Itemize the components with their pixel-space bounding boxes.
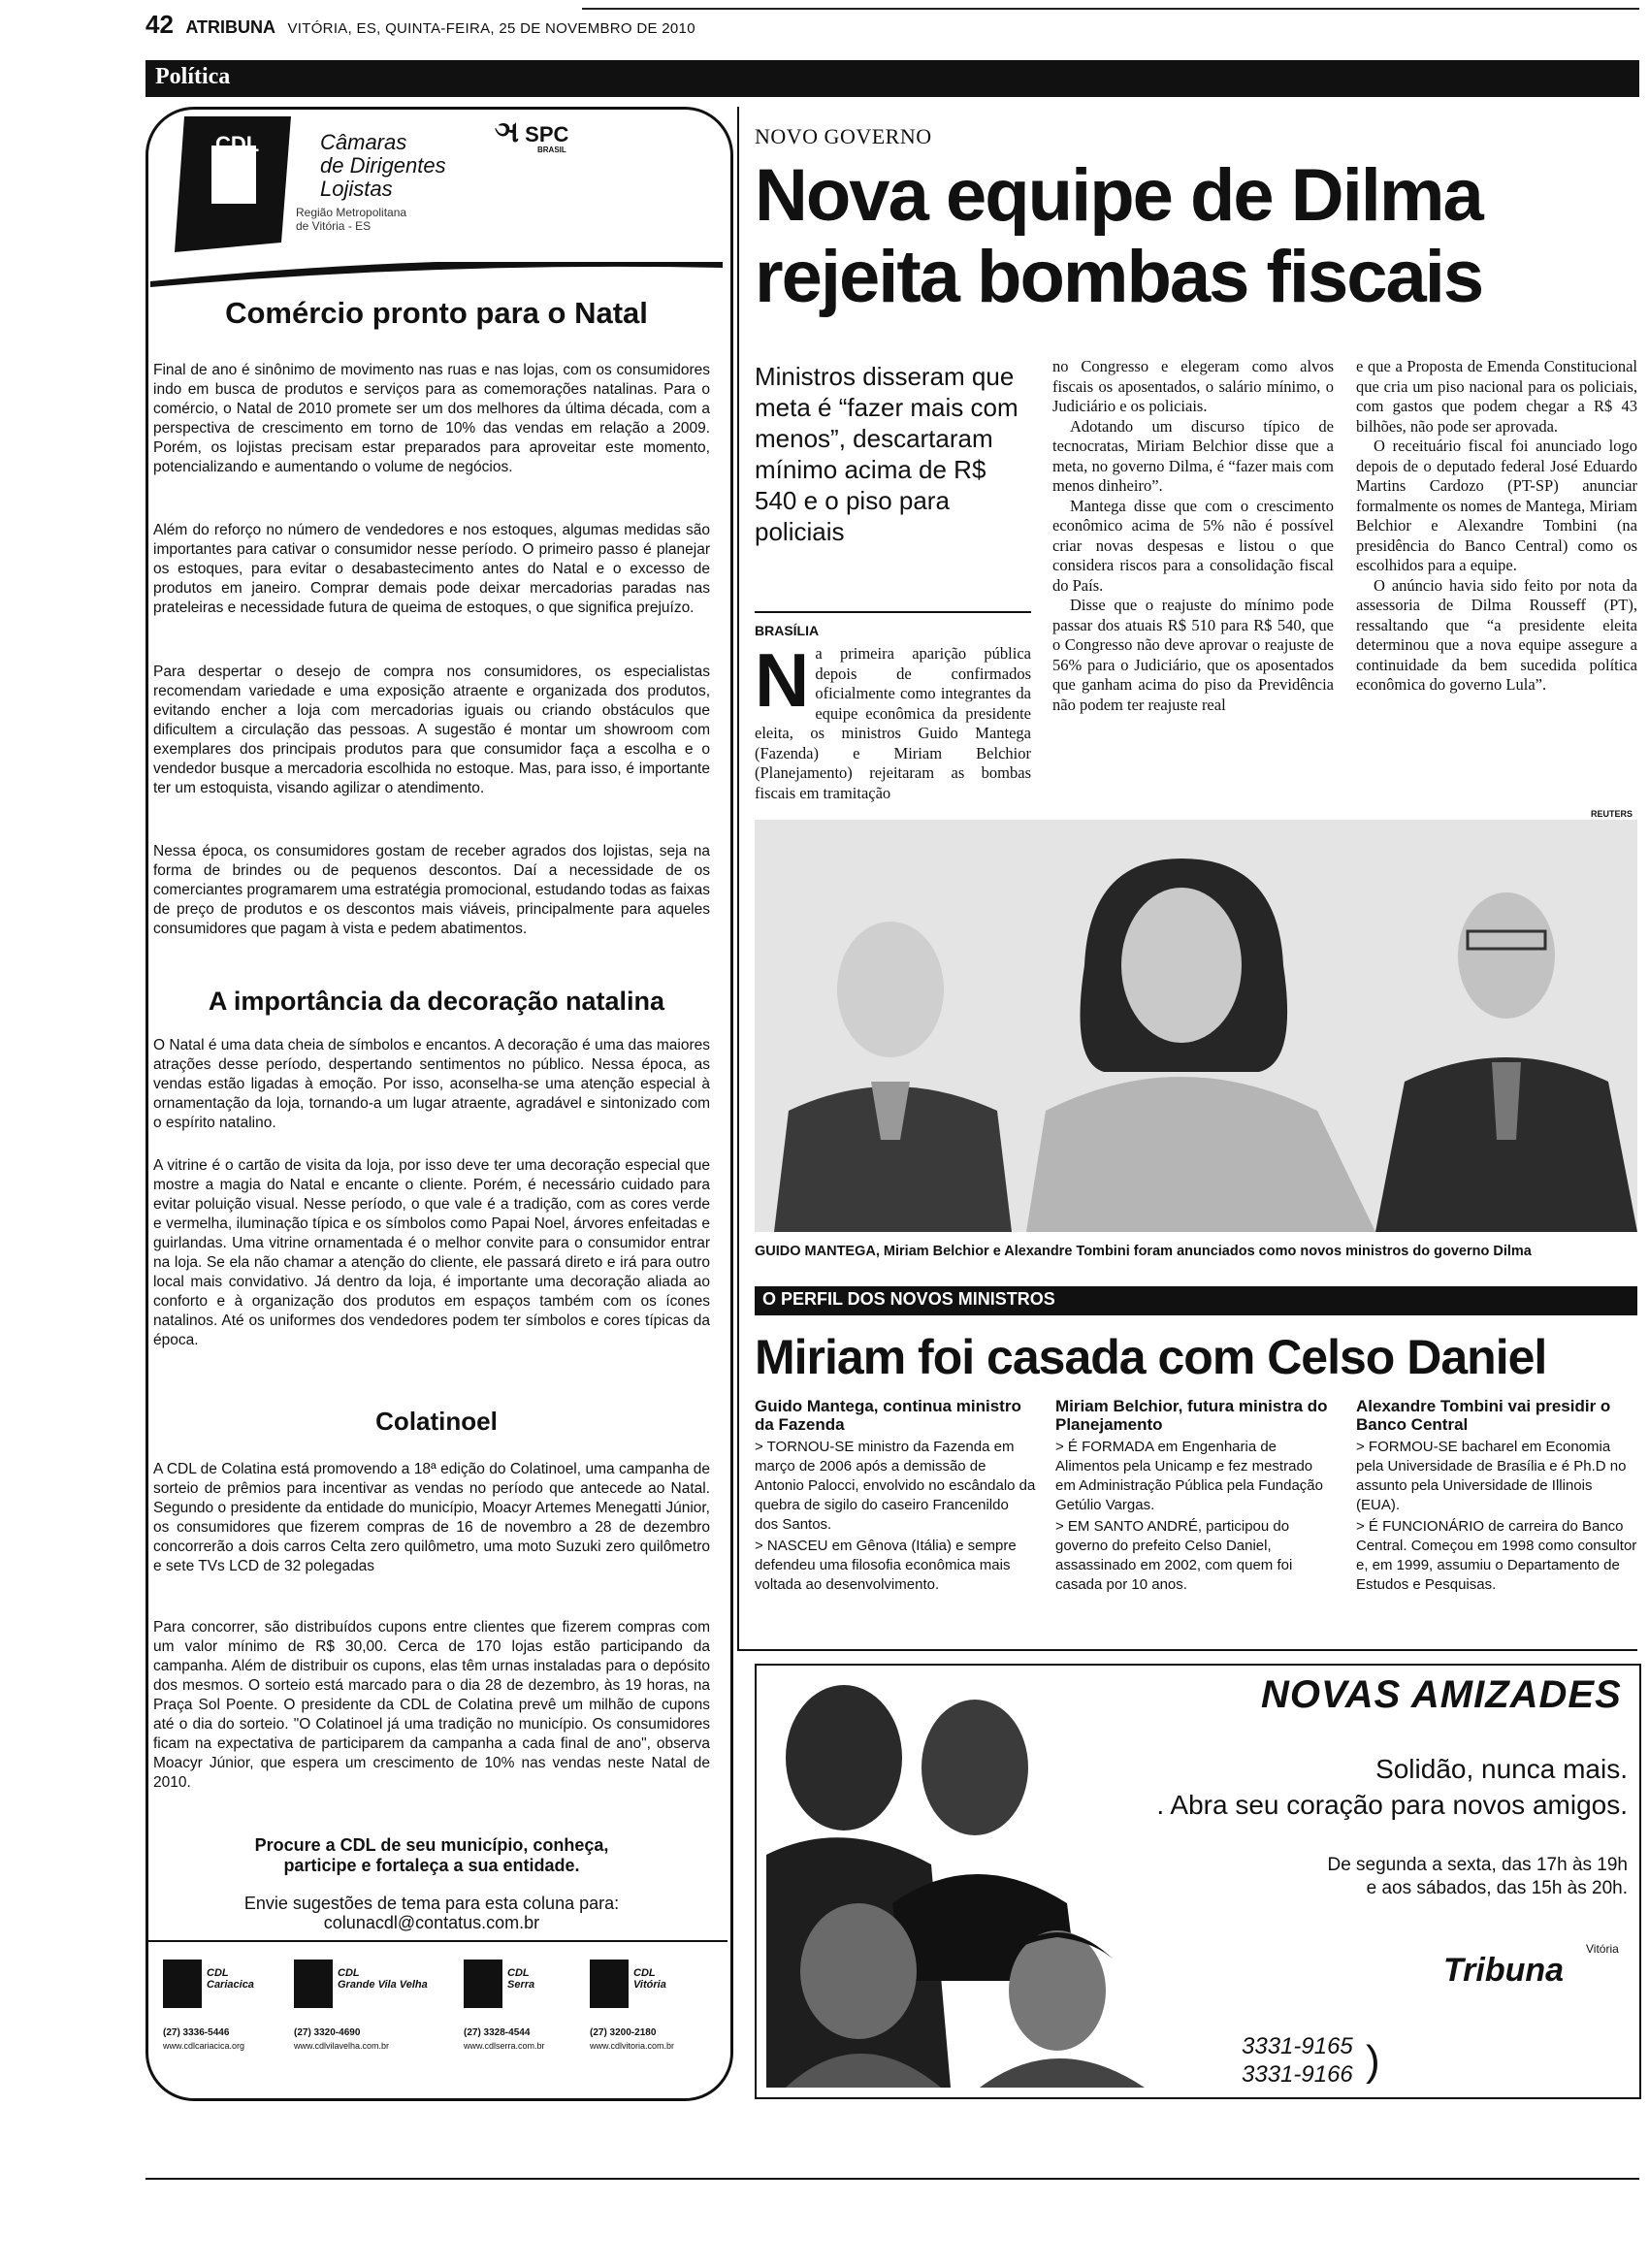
ad-phone: 3331-9165 — [1242, 2033, 1353, 2059]
cdl-paragraph: A CDL de Colatina está promovendo a 18ª edição do Colatinoel, uma campanha de sorteio de prêmios para incentivar as vendas no período que antecede ao Natal. Segundo o presidente da entidade do município, Moacyr Artemes Menegatti Júnior, os consumidores que fizerem compras de 16 de novembro a 28 de dezembro concorrerão a dois carros Celta zero quilômetro, uma moto Suzuki zero quilômetro e sete TVs LCD de 32 polegadas — [153, 1461, 710, 1574]
cdl-brand-vitoria — [590, 1960, 726, 2090]
headline-line: rejeita bombas fiscais — [755, 236, 1483, 318]
spc-logo-sub: BRASIL — [537, 146, 566, 154]
article-column-2 — [1052, 357, 1334, 715]
perfil-bar-label: O PERFIL DOS NOVOS MINISTROS — [762, 1289, 1055, 1309]
cdl-paragraph: Além do reforço no número de vendedores e nos estoques, algumas medidas são importantes para cativar o consumidor nesse período. O primeiro passo é planejar os estoques, para evitar o desabastecimento antes do Natal e o excesso de produtos em janeiro. Comprar demais pode deixar mercadorias paradas nas prateleiras e necessidade futura de queima de estoques, o que significa prejuízo. — [153, 522, 710, 616]
cdl-brand-url: www.cdlvilavelha.com.br — [294, 2041, 390, 2051]
cdl-brand-logo-icon — [294, 1960, 333, 2008]
cdl-header-wave — [146, 262, 728, 291]
perfil-item: > FORMOU-SE bacharel em Economia pela Universidade de Brasília e é Ph.D no assunto pela Universidade de Illinois (EUA). — [1356, 1439, 1627, 1513]
cdl-cta: Procure a CDL de seu município, conheça, — [254, 1835, 609, 1855]
article-text: O anúncio havia sido feito por nota da assessoria de Dilma Rousseff (PT), ressaltando que “a presidente eleita determinou que a nova equipe assegure a continuidade da bem sucedida política econômica do governo Lula”. — [1356, 575, 1637, 694]
ad-title: NOVAS AMIZADES — [1261, 1673, 1622, 1716]
perfil-title: Miriam foi casada com Celso Daniel — [755, 1330, 1547, 1384]
article-column-1 — [755, 637, 1031, 803]
cdl-brand-logo-icon — [464, 1960, 502, 2008]
cdl-paragraph: A vitrine é o cartão de visita da loja, por isso deve ter uma decoração especial que mostre a magia do Natal e encante o cliente. Porém, é necessário cuidado para evitar poluição visual. Nesse período, o que vale é a tradição, com as cores verde e vermelha, iluminação típica e os símbolos como Papai Noel, árvores enfeitadas e guirlandas. Uma vitrine ornamentada é o melhor convite para o consumidor entrar na loja. Se ela não chamar a atenção do cliente, ele passará direto e irá para outro local mais convidativo. Já dentro da loja, é importante uma decoração aliada ao conforto e à organização dos produtos em espaços também com os ícones natalinos. Até os uniformes dos vendedores podem ter símbolos e cores típicas da época. — [153, 1157, 710, 1348]
cdl-brand-url: www.cdlcariacica.org — [163, 2041, 245, 2051]
page-bottom-rule — [146, 2178, 1639, 2180]
cdl-title: Comércio pronto para o Natal — [225, 296, 648, 330]
cdl-brand-logo-icon — [590, 1960, 629, 2008]
article-text: Adotando um discurso típico de tecnocratas, Miriam Belchior disse que a meta, no governo Dilma, é “fazer mais com menos dinheiro”. — [1052, 416, 1334, 495]
publication-name: ATRIBUNA — [185, 17, 276, 37]
cdl-region-line: de Vitória - ES — [296, 219, 372, 233]
perfil-item: > EM SANTO ANDRÉ, participou do governo do prefeito Celso Daniel, assassinado em 2002, com quem foi casada por 10 anos. — [1055, 1518, 1293, 1593]
perfil-item: > É FORMADA em Engenharia de Alimentos pela Unicamp e fez mestrado em Administração Pública pela Fundação Getúlio Vargas. — [1055, 1439, 1323, 1513]
cdl-paragraph: Para concorrer, são distribuídos cupons entre clientes que fizerem compras com um valor mínimo de R$ 30,00. Cerca de 170 lojas estão participando da campanha. Além de distribuir os cupons, elas têm urnas instaladas para o depósito dos mesmos. O sorteio está marcado para o dia 28 de dezembro, às 19 horas, na Praça Sol Poente. O presidente da CDL de Colatina prevê um milhão de cupons até o dia do sorteio. "O Colatinoel já uma tradição no município. Os consumidores ficam na expectativa de participarem da campanha a cada final de ano", observa Moacyr Júnior, que espera um crescimento de 10% nas vendas neste Natal de 2010. — [153, 1619, 710, 1791]
drop-cap: N — [755, 637, 810, 723]
article-text: O receituário fiscal foi anunciado logo depois de o deputado federal José Eduardo Martins Cardozo (PT-SP) anunciar formalmente os nomes de Mantega, Miriam Belchior e Alexandre Tombini (na presidência do Banco Central) como os escolhidos para a equipe. — [1356, 437, 1637, 574]
article-dateline: BRASÍLIA — [755, 623, 820, 638]
cdl-brand-phone: (27) 3328-4544 — [464, 2027, 531, 2038]
cdl-brand-url: www.cdlserra.com.br — [464, 2041, 545, 2051]
article-kicker: NOVO GOVERNO — [755, 124, 932, 148]
cdl-subtitle: A importância da decoração natalina — [208, 987, 665, 1016]
cdl-brand-serra — [464, 1960, 599, 2090]
cdl-subtitle: Colatinoel — [375, 1407, 498, 1436]
photo-caption: GUIDO MANTEGA, Miriam Belchior e Alexandre Tombini foram anunciados como novos ministros do governo Dilma — [755, 1244, 1532, 1259]
ad-slogan: Solidão, nunca mais. — [1375, 1754, 1628, 1784]
phone-handset-icon: ) — [1366, 2037, 1380, 2085]
cdl-paragraph: Final de ano é sinônimo de movimento nas ruas e nas lojas, com os consumidores indo em busca de produtos e serviços para as comemorações natalinas. Para o comércio, o Natal de 2010 promete ser um dos melhores da última década, com a perspectiva de crescimento em torno de 10% das vendas em relação a 2009. Porém, os lojistas precisam estar preparados para aproveitar este momento, potencializando e aumentando o volume de negócios. — [153, 362, 710, 475]
headline-line: Nova equipe de Dilma — [755, 154, 1482, 237]
tribuna-city: Vitória — [1586, 1942, 1619, 1956]
cdl-brand-name: CDL Cariacica — [207, 1967, 254, 1991]
photo-credit: REUTERS — [1591, 809, 1633, 819]
cdl-paragraph: Para despertar o desejo de compra nos consumidores, os especialistas recomendam variedade e uma exposição atraente e organizada dos produtos, evitando encher a loja com mercadorias iguais ou criando obstáculos que dificultem a circulação das pessoas. A sugestão é montar um showroom com exemplares dos principais produtos para que consumidor faça a escolha e o vendedor busque a mercadoria escolhida no estoque. Mas, para isso, é importante ter um estoquista, visando agilizar o atendimento. — [153, 664, 710, 796]
perfil-column-tombini — [1356, 1397, 1637, 1597]
ad-hours: e aos sábados, das 15h às 20h. — [1366, 1878, 1628, 1898]
cdl-brand-phone: (27) 3336-5446 — [163, 2027, 230, 2038]
cdl-logo-text: CDL — [215, 132, 260, 156]
cdl-region — [296, 206, 406, 233]
cdl-brand-vila-velha — [294, 1960, 430, 2090]
article-text: Disse que o reajuste do mínimo pode passar dos atuais R$ 510 para R$ 540, que o Congresso não deve aprovar o reajuste de 56% para o Judiciário, que os aposentados que ganham acima do piso da Previdência não podem ter reajuste real — [1052, 596, 1334, 714]
cdl-brand-cariacica — [163, 1960, 299, 2090]
article-divider — [737, 107, 739, 1649]
article-text: Mantega disse que com o crescimento econômico acima de 5% não é possível criar novas despesas e listou o que considera riscos para a consolidação fiscal do País. — [1052, 496, 1334, 595]
cdl-paragraph: Nessa época, os consumidores gostam de receber agrados dos lojistas, seja na forma de brindes ou de pequenos descontos. Daí a necessidade de os comerciantes programarem uma estratégia promocional, estudando todas as faixas de preço de produtos e os descontos mais viáveis, principalmente para aqueles consumidores que pagam à vista e pedem abatimentos. — [153, 843, 710, 937]
tribuna-logo: Tribuna — [1443, 1952, 1565, 1989]
cdl-brand-logo-icon — [163, 1960, 202, 2008]
cdl-email: colunacdl@contatus.com.br — [323, 1913, 540, 1932]
cdl-brand-name: CDL Vitória — [633, 1967, 666, 1991]
spc-logo-text: SPC — [525, 122, 569, 146]
deck-rule — [755, 611, 1031, 613]
section-label: Política — [155, 64, 231, 89]
cdl-paragraph: O Natal é uma data cheia de símbolos e encantos. A decoração é uma das maiores atrações desse período, despertando sentimentos no público. Nessa época, as vendas estão ligadas à emoção. Por isso, aconselha-se uma atenção especial à ornamentação da loja, tornando-a um lugar atraente, agradável e sintonizado com o espírito natalino. — [153, 1037, 710, 1131]
friends-photo — [766, 1670, 1164, 2088]
cdl-brand-phone: (27) 3200-2180 — [590, 2027, 657, 2038]
ministers-photo — [755, 820, 1637, 1232]
ad-hours: De segunda a sexta, das 17h às 19h — [1327, 1855, 1628, 1875]
cdl-org-name — [320, 131, 446, 201]
perfil-heading: Guido Mantega, continua ministro da Fazenda — [755, 1397, 1021, 1434]
perfil-item: > É FUNCIONÁRIO de carreira do Banco Central. Começou em 1998 como consultor e, em 1999, assumiu o Departamento de Estudos e Pesquisas. — [1356, 1518, 1637, 1593]
cdl-suggestion: Envie sugestões de tema para esta coluna para: — [243, 1894, 620, 1913]
cdl-brand-phone: (27) 3320-4690 — [294, 2027, 361, 2038]
spc-swirl-icon: ઞ — [495, 116, 520, 148]
cdl-region-line: Região Metropolitana — [296, 206, 407, 219]
perfil-heading: Alexandre Tombini vai presidir o Banco Central — [1356, 1397, 1611, 1434]
cdl-brand-name: CDL Serra — [507, 1967, 535, 1991]
article-text: no Congresso e elegeram como alvos fiscais os aposentados, o salário mínimo, o Judiciário e os policiais. — [1052, 357, 1334, 415]
section-bar — [146, 60, 1639, 97]
cdl-cta: participe e fortaleça a sua entidade. — [283, 1856, 580, 1875]
header-dateline: VITÓRIA, ES, QUINTA-FEIRA, 25 DE NOVEMBRO DE 2010 — [287, 20, 695, 37]
perfil-heading: Miriam Belchior, futura ministra do Planejamento — [1055, 1397, 1328, 1434]
perfil-column-mantega — [755, 1397, 1036, 1597]
perfil-item: > TORNOU-SE ministro da Fazenda em março de 2006 após a demissão de Antonio Palocci, envolvido no escândalo da quebra de sigilo do caseiro Francenildo dos Santos. — [755, 1439, 1036, 1533]
cdl-brand-url: www.cdlvitoria.com.br — [590, 2041, 675, 2051]
page-header — [146, 10, 1639, 49]
page-number: 42 — [146, 10, 174, 39]
ad-phone: 3331-9166 — [1242, 2061, 1353, 2088]
cdl-org-line: de Dirigentes — [320, 153, 446, 178]
ad-slogan: . Abra seu coração para novos amigos. — [1156, 1790, 1628, 1820]
article-text: a primeira aparição pública depois de confirmados oficialmente como integrantes da equipe econômica da presidente eleita, os ministros Guido Mantega (Fazenda) e Miriam Belchior (Planejamento) rejeitaram as bombas fiscais em tramitação — [755, 644, 1031, 802]
cdl-org-line: Câmaras — [320, 130, 407, 154]
spc-logo — [495, 116, 568, 154]
article-column-3 — [1356, 357, 1637, 696]
perfil-item: > NASCEU em Gênova (Itália) e sempre defendeu uma filosofia econômica mais voltada ao desenvolvimento. — [755, 1538, 1017, 1593]
article-deck: Ministros disseram que meta é “fazer mais com menos”, descartaram mínimo acima de R$ 540 e o piso para policiais — [755, 362, 1018, 546]
cdl-footer-rule — [146, 1940, 728, 1942]
article-text: e que a Proposta de Emenda Constitucional que cria um piso nacional para os policiais, com gastos que podem chegar a R$ 43 bilhões, não pode ser aprovada. — [1356, 357, 1637, 436]
cdl-org-line: Lojistas — [320, 177, 393, 201]
cdl-brand-name: CDL Grande Vila Velha — [338, 1967, 428, 1991]
article-bottom-rule — [737, 1649, 1637, 1651]
perfil-column-belchior — [1055, 1397, 1337, 1597]
article-headline — [755, 155, 1647, 318]
